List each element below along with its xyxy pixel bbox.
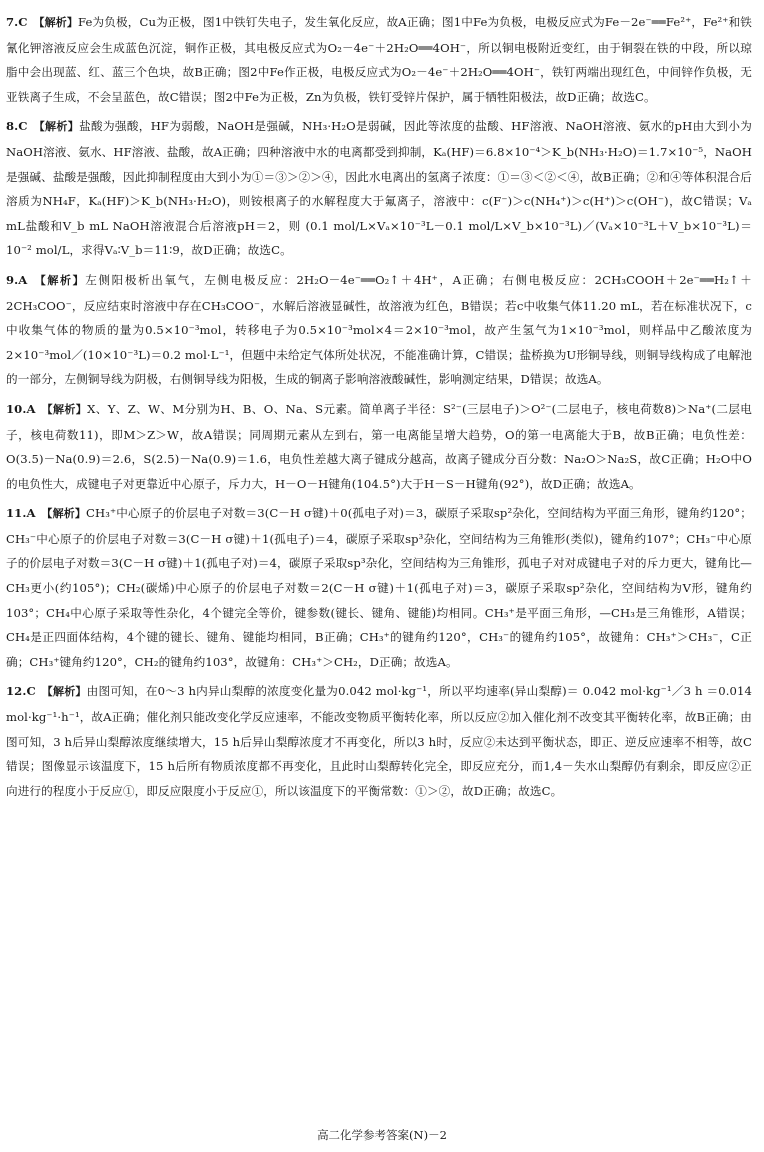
analysis-tag: 【解析】 (34, 273, 86, 287)
question-10 (6, 397, 752, 496)
question-11-number: 11.A (6, 506, 36, 521)
question-12-number: 12.C (6, 684, 36, 699)
question-8 (6, 114, 752, 263)
question-11-text (6, 501, 752, 674)
question-10-number: 10.A (6, 401, 36, 416)
question-10-body: X、Y、Z、W、M分别为H、B、O、Na、S元素。简单离子半径：S²⁻(三层电子)＞O²⁻(二层电子，核电荷数8)＞Na⁺(二层电子，核电荷数11)，即M＞Z＞W，故A错误；同周期元素从左到右，第一电离能呈增大趋势，O的第一电离能大于B，故B正确；电负性差：O(3.5)－Na(0.9)＝2.6，S(2.5)－Na(0.9)＝1.6，电负性差越大离子键成分越高，故离子键成分百分数：Na₂O＞Na₂S，故C正确；H₂O中O的电负性大，成键电子对更靠近中心原子，斥力大，H－O－H键角(104.5°)大于H－S－H键角(92°)，故D正确；故选A。 (6, 401, 752, 491)
question-7-number: 7.C (6, 15, 28, 29)
question-7-text (6, 10, 752, 109)
question-7 (6, 10, 752, 109)
question-9 (6, 268, 752, 392)
question-12-body: 由图可知，在0～3 h内异山梨醇的浓度变化量为0.042 mol·kg⁻¹，所以平均速率(异山梨醇)＝ 0.042 mol·kg⁻¹／3 h ＝0.014 mol·kg⁻¹·h⁻¹，故A正确；催化剂只能改变化学反应速率，不能改变物质平衡转化率，所以反应②加入催化剂不改变其平衡转化率，故B正确；由图可知，3 h后异山梨醇浓度继续增大，15 h后异山梨醇浓度才不再变化，所以3 h时，反应②未达到平衡状态，即正、逆反应速率不相等，故C错误；图像显示该温度下，15 h后所有物质浓度都不再变化，且此时山梨醇转化完全，即反应充分，而1,4－失水山梨醇仍有剩余，即反应②正向进行的程度小于反应①，即反应限度小于反应①，所以该温度下的平衡常数：①＞②，故D正确；故选C。 (6, 684, 752, 798)
analysis-tag: 【解析】 (41, 507, 87, 521)
question-7-body: Fe为负极，Cu为正极，图1中铁钉失电子，发生氧化反应，故A正确；图1中Fe为负极，电极反应式为Fe－2e⁻══Fe²⁺，Fe²⁺和铁氰化钾溶液反应会生成蓝色沉淀，铜作正极，其电极反应式为O₂－4e⁻＋2H₂O══4OH⁻，所以铜电极附近变红，由于铜裂在铁的中段，所以琼脂中会出现蓝、红、蓝三个色块，故B正确；图2中Fe作正极，电极反应式为O₂－4e⁻＋2H₂O══4OH⁻，铁钉两端出现红色，中间锌作负极，无亚铁离子生成，不会呈蓝色，故C错误；图2中Fe为正极，Zn为负极，铁钉受锌片保护，属于牺牲阳极法，故D正确；故选C。 (6, 15, 752, 104)
question-9-body: 左侧阳极析出氧气，左侧电极反应：2H₂O－4e⁻══O₂↑＋4H⁺，A正确；右侧电极反应：2CH₃COOH＋2e⁻══H₂↑＋2CH₃COO⁻，反应结束时溶液中存在CH₃COO⁻，水解后溶液显碱性，故溶液为红色，B错误；若c中收集气体11.20 mL，若在标准状况下，c中收集气体的物质的量为0.5×10⁻³mol，转移电子为0.5×10⁻³mol×4＝2×10⁻³mol，故产生氢气为1×10⁻³mol，则样品中乙酸浓度为 2×10⁻³mol／(10×10⁻³L)＝0.2 mol·L⁻¹，但题中未给定气体所处状况，不能准确计算，C错误；盐桥换为U形铜导线，则铜导线构成了电解池的一部分，左侧铜导线为阴极，右侧铜导线为阳极，生成的铜离子影响溶液酸碱性，影响测定结果，D错误；故选A。 (6, 272, 753, 387)
question-12 (6, 679, 752, 803)
question-9-number: 9.A (6, 272, 28, 287)
question-8-text (6, 114, 752, 263)
analysis-tag: 【解析】 (41, 402, 88, 416)
question-11 (6, 501, 752, 674)
question-8-number: 8.C (6, 119, 28, 134)
question-9-text (6, 268, 752, 392)
question-11-body: CH₃⁺中心原子的价层电子对数＝3(C－H σ键)＋0(孤电子对)＝3，碳原子采取sp²杂化，空间结构为平面三角形，键角约120°；CH₃⁻中心原子的价层电子对数＝3(C－H σ键)＋1(孤电子)＝4，碳原子采取sp³杂化，空间结构为三角锥形(类似)，键角约107°；CH₃⁻中心原子的价层电子对数＝3(C－H σ键)＋1(孤电子对)＝4，碳原子采取sp³杂化，空间结构为三角锥形，孤电子对对成键电子对的斥力更大，键角比—CH₃更小(约105°)；CH₂(碳烯)中心原子的价层电子对数＝2(C－H σ键)＋1(孤电子对)＝3，碳原子采取sp²杂化，空间结构为V形，键角约103°；CH₄中心原子采取等性杂化，4个键完全等价，键参数(键长、键角、键能)均相同。CH₃⁺是平面三角形，—CH₃是三角锥形，A错误；CH₄是正四面体结构，4个键的键长、键角、键能均相同，B正确；CH₃⁺的键角约120°，CH₃⁻的键角约105°，故键角：CH₃⁺＞CH₃⁻，C正确；CH₃⁺键角约120°，CH₂的键角约103°，故键角：CH₃⁺＞CH₂，D正确；故选A。 (6, 506, 752, 669)
page-footer: 高二化学参考答案(N)－2 (317, 1128, 447, 1142)
analysis-tag: 【解析】 (33, 16, 79, 29)
analysis-tag: 【解析】 (33, 120, 80, 134)
question-12-text (6, 679, 752, 803)
question-8-body: 盐酸为强酸，HF为弱酸，NaOH是强碱，NH₃·H₂O是弱碱，因此等浓度的盐酸、HF溶液、NaOH溶液、氨水的pH由大到小为NaOH溶液、氨水、HF溶液、盐酸，故A正确；四种溶液中水的电离都受到抑制，Kₐ(HF)＝6.8×10⁻⁴＞K_b(NH₃·H₂O)＝1.7×10⁻⁵，NaOH是强碱、盐酸是强酸，因此抑制程度由大到小为①＝③＞②＞④，因此水电离出的氢离子浓度：①＝③＜②＜④，故B正确；②和④等体积混合后溶质为NH₄F，Kₐ(HF)＞K_b(NH₃·H₂O)，则铵根离子的水解程度大于氟离子，溶液中：c(F⁻)＞c(NH₄⁺)＞c(H⁺)＞c(OH⁻)，故C错误；Vₐ mL盐酸和V_b mL NaOH溶液混合后溶液pH＝2，则 (0.1 mol/L×Vₐ×10⁻³L－0.1 mol/L×V_b×10⁻³L)／(Vₐ×10⁻³L＋V_b×10⁻³L)＝10⁻² mol/L，求得Vₐ∶V_b＝11∶9，故D正确；故选C。 (6, 119, 752, 258)
question-10-text (6, 397, 752, 496)
analysis-tag: 【解析】 (41, 685, 87, 699)
